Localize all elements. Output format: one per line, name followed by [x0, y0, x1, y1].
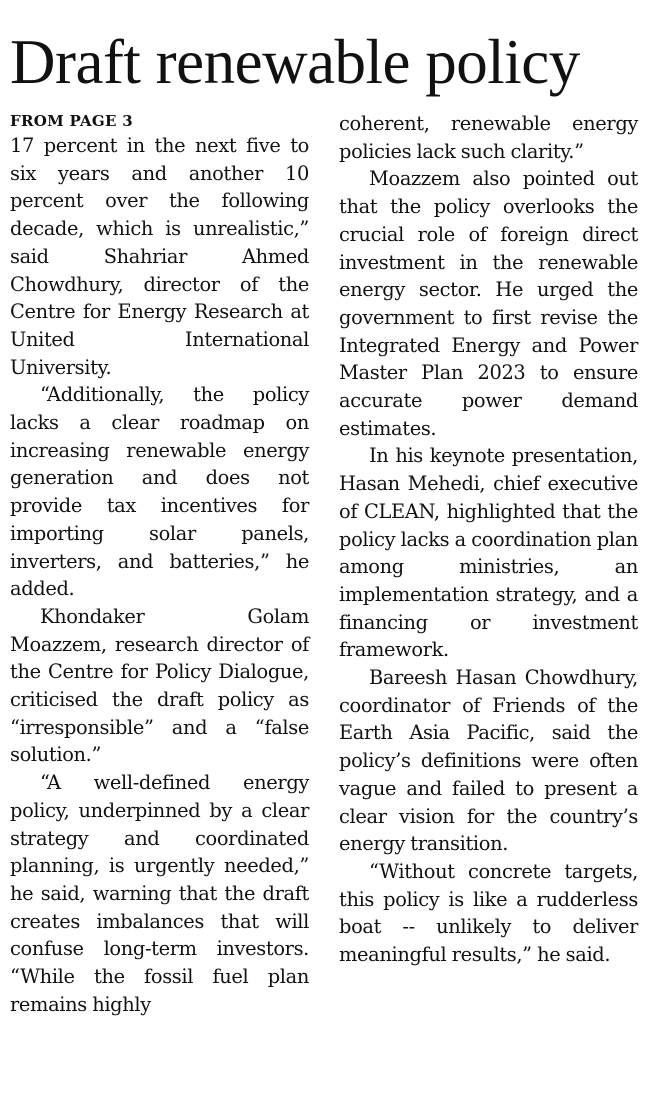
paragraph-right-3: In his keynote presentation, Hasan Mehedi, chief executive of CLEAN, highlighted that the policy lacks a coordination plan among ministries, an implementation strategy, and a financing or investment framework. [339, 444, 638, 662]
column-right [339, 110, 638, 969]
paragraph-right-1: coherent, renewable energy policies lack such clarity.” [339, 112, 638, 163]
paragraph-right-5: “Without concrete targets, this policy is like a rudderless boat -- unlikely to deliver meaningful results,” he said. [339, 859, 638, 967]
continued-from-label: FROM PAGE 3 [10, 112, 134, 130]
paragraph-left-2: “Additionally, the policy lacks a clear roadmap on increasing renewable energy generation and does not provide tax incentives for importing solar panels, inverters, and batteries,” he added. [10, 383, 309, 601]
headline: Draft renewable policy [10, 27, 580, 97]
paragraph-left-4: “A well-defined energy policy, underpinned by a clear strategy and coordinated planning, is urgently needed,” he said, warning that the draft creates imbalances that will confuse long-term investors. “While the fossil fuel plan remains highly [10, 771, 309, 1016]
column-left [10, 110, 309, 1019]
paragraph-right-2: Moazzem also pointed out that the policy overlooks the crucial role of foreign direct investment in the renewable energy sector. He urged the government to first revise the Integrated Energy and Power Master Plan 2023 to ensure accurate power demand estimates. [339, 167, 638, 440]
paragraph-right-4: Bareesh Hasan Chowdhury, coordinator of Friends of the Earth Asia Pacific, said the policy’s definitions were often vague and failed to present a clear vision for the country’s energy transition. [339, 666, 638, 856]
paragraph-left-3: Khondaker Golam Moazzem, research director of the Centre for Policy Dialogue, criticised the draft policy as “irresponsible” and a “false solution.” [10, 604, 309, 767]
paragraph-left-1: 17 percent in the next five to six years and another 10 percent over the following decade, which is unrealistic,” said Shahriar Ahmed Chowdhury, director of the Centre for Energy Research at United International University. [10, 134, 309, 379]
